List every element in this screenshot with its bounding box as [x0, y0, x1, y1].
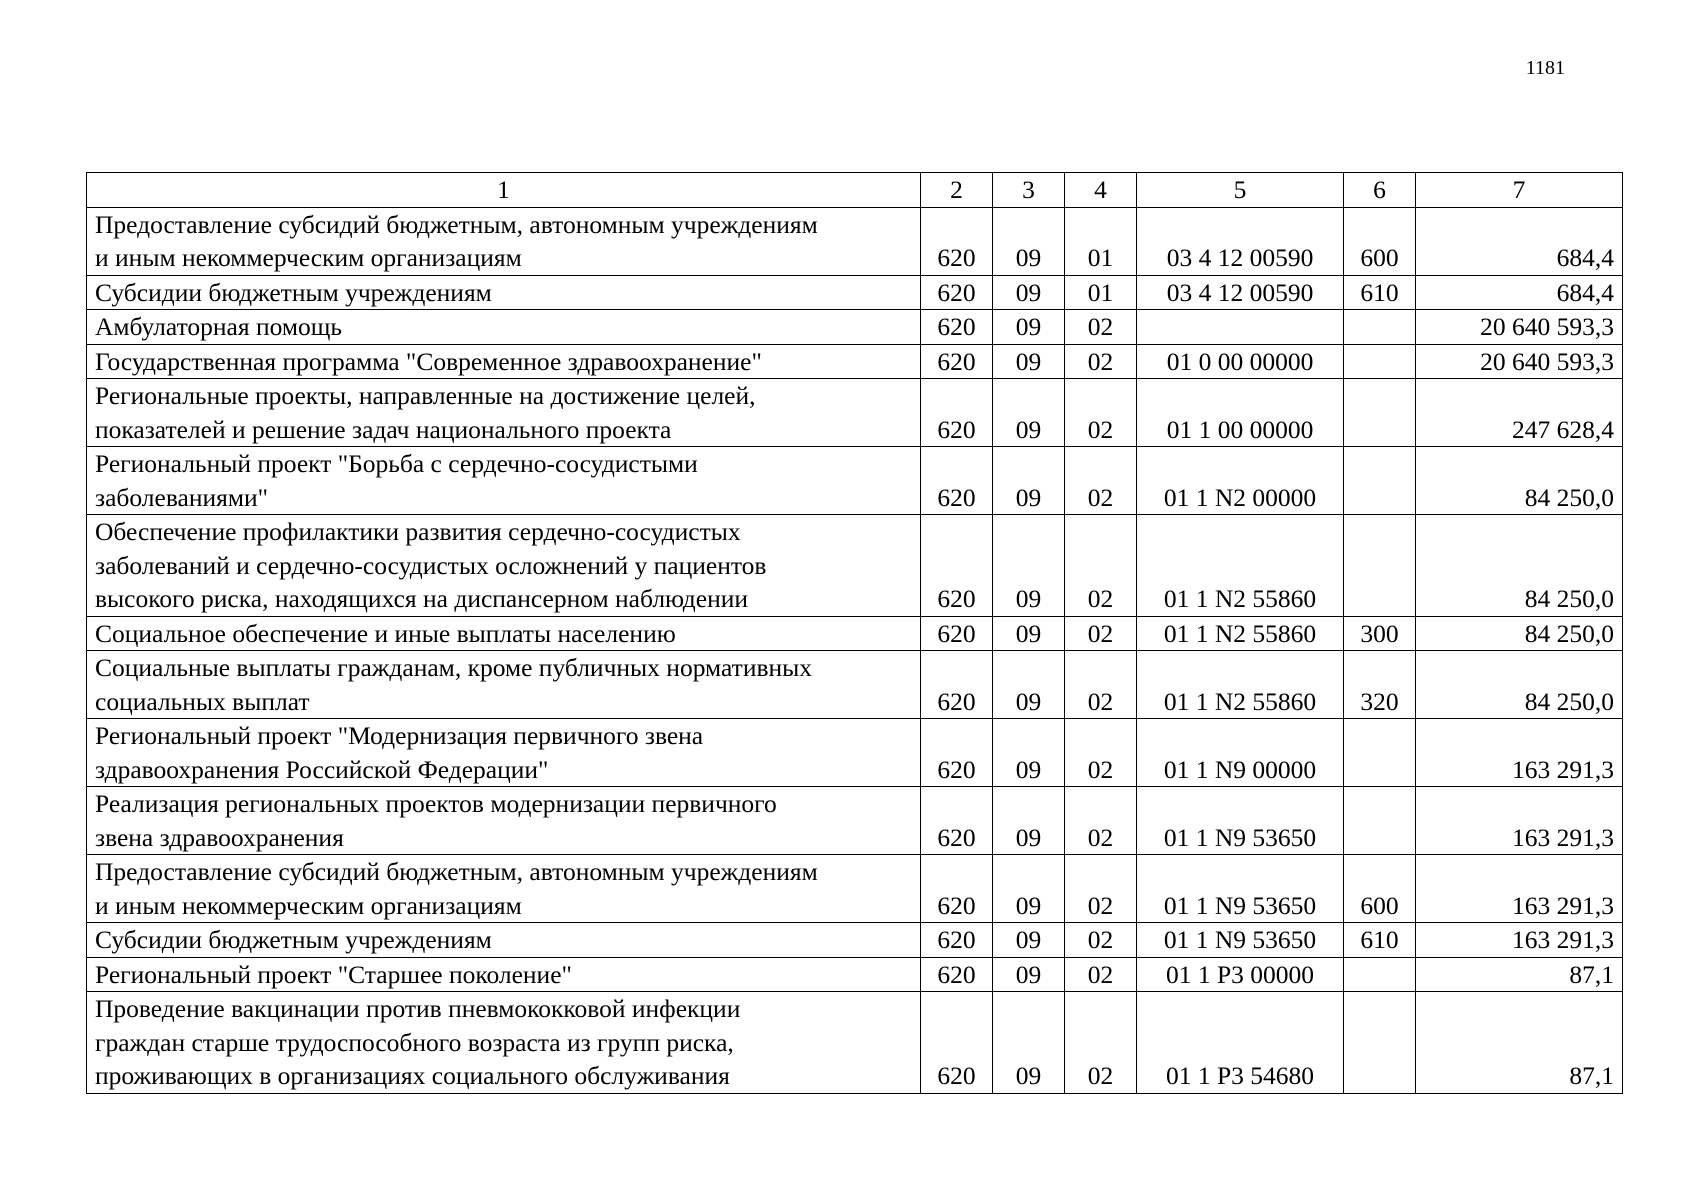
row-sum-cell: 247 628,4 — [1416, 379, 1623, 447]
row-name-cell — [87, 855, 921, 923]
row-ved-cell: 620 — [921, 992, 993, 1094]
row-sum-cell: 84 250,0 — [1416, 447, 1623, 515]
row-name-line: показателей и решение задач национального проекта — [95, 414, 672, 444]
row-sum-cell: 163 291,3 — [1416, 855, 1623, 923]
table-row — [87, 515, 1623, 617]
row-ved-cell: 620 — [921, 651, 993, 719]
table-row — [87, 855, 1623, 923]
row-pr-cell: 02 — [1065, 616, 1137, 651]
row-ved-cell: 620 — [921, 923, 993, 958]
row-vr-cell: 320 — [1344, 651, 1416, 719]
row-name-line: Обеспечение профилактики развития сердечно-сосудистых — [95, 517, 741, 546]
row-rz-cell: 09 — [993, 616, 1065, 651]
row-name-cell — [87, 344, 921, 379]
row-name-cell — [87, 379, 921, 447]
row-pr-cell: 02 — [1065, 719, 1137, 787]
row-pr-cell: 02 — [1065, 447, 1137, 515]
row-sum-cell: 684,4 — [1416, 207, 1623, 275]
row-ved-cell: 620 — [921, 957, 993, 992]
table-row — [87, 616, 1623, 651]
row-sum-cell: 87,1 — [1416, 957, 1623, 992]
row-name-line: Региональный проект "Модернизация первичного звена — [95, 721, 704, 750]
row-rz-cell: 09 — [993, 344, 1065, 379]
row-csr-cell: 01 0 00 00000 — [1137, 344, 1344, 379]
row-name-cell — [87, 275, 921, 310]
row-csr-cell — [1137, 310, 1344, 345]
row-vr-cell — [1344, 515, 1416, 617]
row-pr-cell: 02 — [1065, 379, 1137, 447]
row-name-line: Государственная программа "Современное здравоохранение" — [95, 346, 762, 376]
column-header-ved: 2 — [921, 173, 993, 208]
row-csr-cell: 01 1 N9 53650 — [1137, 855, 1344, 923]
row-rz-cell: 09 — [993, 992, 1065, 1094]
row-pr-cell: 02 — [1065, 515, 1137, 617]
row-sum-cell: 84 250,0 — [1416, 515, 1623, 617]
row-rz-cell: 09 — [993, 651, 1065, 719]
row-name-line: заболеваний и сердечно-сосудистых осложнений у пациентов — [95, 550, 767, 580]
column-header-rz: 3 — [993, 173, 1065, 208]
row-vr-cell — [1344, 344, 1416, 379]
row-name-cell — [87, 787, 921, 855]
row-pr-cell: 02 — [1065, 855, 1137, 923]
row-rz-cell: 09 — [993, 275, 1065, 310]
row-pr-cell: 02 — [1065, 957, 1137, 992]
row-ved-cell: 620 — [921, 616, 993, 651]
table-row — [87, 344, 1623, 379]
row-pr-cell: 02 — [1065, 344, 1137, 379]
row-csr-cell: 01 1 N2 55860 — [1137, 616, 1344, 651]
row-name-line: звена здравоохранения — [95, 822, 344, 852]
row-csr-cell: 01 1 P3 00000 — [1137, 957, 1344, 992]
row-sum-cell: 163 291,3 — [1416, 719, 1623, 787]
row-sum-cell: 84 250,0 — [1416, 616, 1623, 651]
row-vr-cell: 610 — [1344, 923, 1416, 958]
table-row — [87, 719, 1623, 787]
row-name-cell — [87, 616, 921, 651]
table-row — [87, 207, 1623, 275]
row-vr-cell — [1344, 992, 1416, 1094]
row-sum-cell: 20 640 593,3 — [1416, 344, 1623, 379]
row-rz-cell: 09 — [993, 855, 1065, 923]
row-sum-cell: 87,1 — [1416, 992, 1623, 1094]
column-header-pr: 4 — [1065, 173, 1137, 208]
row-vr-cell — [1344, 379, 1416, 447]
row-name-line: Амбулаторная помощь — [95, 312, 343, 341]
row-rz-cell: 09 — [993, 719, 1065, 787]
column-header-vr: 6 — [1344, 173, 1416, 208]
row-csr-cell: 01 1 N2 55860 — [1137, 651, 1344, 719]
row-name-line: граждан старше трудоспособного возраста из групп риска, — [95, 1027, 734, 1057]
row-ved-cell: 620 — [921, 515, 993, 617]
row-sum-cell: 163 291,3 — [1416, 787, 1623, 855]
row-pr-cell: 02 — [1065, 651, 1137, 719]
row-ved-cell: 620 — [921, 379, 993, 447]
row-csr-cell: 03 4 12 00590 — [1137, 207, 1344, 275]
row-pr-cell: 01 — [1065, 275, 1137, 310]
row-name-line: заболеваниями" — [95, 482, 269, 512]
row-vr-cell — [1344, 447, 1416, 515]
table-row — [87, 447, 1623, 515]
row-csr-cell: 01 1 N9 00000 — [1137, 719, 1344, 787]
column-header-sum: 7 — [1416, 173, 1623, 208]
table-row — [87, 992, 1623, 1094]
row-sum-cell: 84 250,0 — [1416, 651, 1623, 719]
row-ved-cell: 620 — [921, 207, 993, 275]
row-csr-cell: 01 1 N9 53650 — [1137, 923, 1344, 958]
table-body — [87, 207, 1623, 1093]
row-sum-cell: 684,4 — [1416, 275, 1623, 310]
row-name-line: Реализация региональных проектов модернизации первичного — [95, 789, 777, 818]
row-vr-cell: 300 — [1344, 616, 1416, 651]
row-name-line: Социальное обеспечение и иные выплаты населению — [95, 618, 676, 648]
page-number: 1181 — [1525, 57, 1565, 79]
column-header-name: 1 — [87, 173, 921, 208]
row-rz-cell: 09 — [993, 310, 1065, 345]
row-name-cell — [87, 719, 921, 787]
column-header-csr: 5 — [1137, 173, 1344, 208]
row-ved-cell: 620 — [921, 447, 993, 515]
row-pr-cell: 01 — [1065, 207, 1137, 275]
row-name-cell — [87, 447, 921, 515]
row-ved-cell: 620 — [921, 787, 993, 855]
row-vr-cell — [1344, 310, 1416, 345]
row-csr-cell: 01 1 N2 55860 — [1137, 515, 1344, 617]
row-pr-cell: 02 — [1065, 310, 1137, 345]
row-name-line: Предоставление субсидий бюджетным, автономным учреждениям — [95, 209, 818, 239]
row-csr-cell: 03 4 12 00590 — [1137, 275, 1344, 310]
row-csr-cell: 01 1 N9 53650 — [1137, 787, 1344, 855]
row-name-line: социальных выплат — [95, 686, 310, 716]
row-rz-cell: 09 — [993, 207, 1065, 275]
row-ved-cell: 620 — [921, 719, 993, 787]
row-name-cell — [87, 207, 921, 275]
row-name-line: Социальные выплаты гражданам, кроме публичных нормативных — [95, 653, 813, 682]
row-name-line: Региональный проект "Старшее поколение" — [95, 959, 572, 989]
row-name-line: здравоохранения Российской Федерации" — [95, 754, 549, 784]
row-name-cell — [87, 957, 921, 992]
row-csr-cell: 01 1 P3 54680 — [1137, 992, 1344, 1094]
row-ved-cell: 620 — [921, 855, 993, 923]
row-name-cell — [87, 923, 921, 958]
row-name-line: Региональные проекты, направленные на достижение целей, — [95, 381, 756, 410]
row-name-line: и иным некоммерческим организациям — [95, 243, 522, 272]
row-pr-cell: 02 — [1065, 787, 1137, 855]
row-csr-cell: 01 1 N2 00000 — [1137, 447, 1344, 515]
row-vr-cell: 600 — [1344, 207, 1416, 275]
row-name-line: высокого риска, находящихся на диспансерном наблюдении — [95, 584, 749, 613]
row-name-cell — [87, 992, 921, 1094]
row-name-line: проживающих в организациях социального обслуживания — [95, 1061, 730, 1090]
row-ved-cell: 620 — [921, 344, 993, 379]
row-pr-cell: 02 — [1065, 923, 1137, 958]
row-rz-cell: 09 — [993, 515, 1065, 617]
table-row — [87, 923, 1623, 958]
row-vr-cell: 600 — [1344, 855, 1416, 923]
row-ved-cell: 620 — [921, 310, 993, 345]
row-vr-cell — [1344, 719, 1416, 787]
row-rz-cell: 09 — [993, 379, 1065, 447]
row-name-line: Региональный проект "Борьба с сердечно-сосудистыми — [95, 449, 698, 478]
row-sum-cell: 163 291,3 — [1416, 923, 1623, 958]
table-row — [87, 787, 1623, 855]
row-rz-cell: 09 — [993, 957, 1065, 992]
row-name-line: Проведение вакцинации против пневмококковой инфекции — [95, 994, 741, 1023]
table-row — [87, 651, 1623, 719]
row-name-cell — [87, 310, 921, 345]
row-name-line: и иным некоммерческим организациям — [95, 890, 522, 920]
row-vr-cell — [1344, 957, 1416, 992]
table-header-row — [87, 173, 1623, 208]
row-vr-cell: 610 — [1344, 275, 1416, 310]
row-name-cell — [87, 515, 921, 617]
row-pr-cell: 02 — [1065, 992, 1137, 1094]
row-rz-cell: 09 — [993, 787, 1065, 855]
row-sum-cell: 20 640 593,3 — [1416, 310, 1623, 345]
row-rz-cell: 09 — [993, 923, 1065, 958]
table-row — [87, 275, 1623, 310]
row-name-line: Субсидии бюджетным учреждениям — [95, 277, 492, 307]
row-name-cell — [87, 651, 921, 719]
row-name-line: Субсидии бюджетным учреждениям — [95, 925, 492, 954]
table-row — [87, 379, 1623, 447]
row-csr-cell: 01 1 00 00000 — [1137, 379, 1344, 447]
row-rz-cell: 09 — [993, 447, 1065, 515]
budget-table — [86, 172, 1623, 1094]
row-ved-cell: 620 — [921, 275, 993, 310]
table-row — [87, 310, 1623, 345]
table-row — [87, 957, 1623, 992]
row-name-line: Предоставление субсидий бюджетным, автономным учреждениям — [95, 857, 818, 886]
row-vr-cell — [1344, 787, 1416, 855]
